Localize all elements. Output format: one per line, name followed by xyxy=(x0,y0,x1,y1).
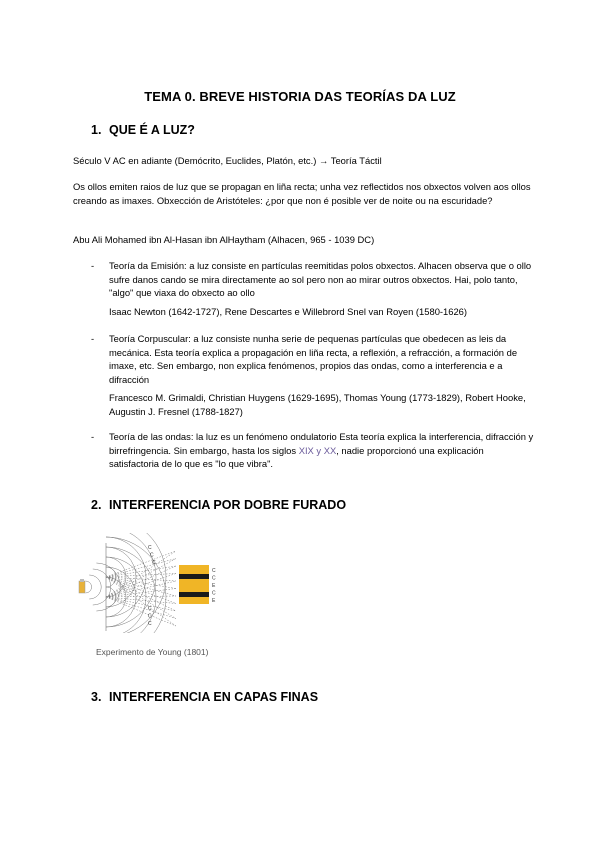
bullet-authors: Francesco M. Grimaldi, Christian Huygens (1629-1695), Thomas Young (1773-1829), Robert Hooke, Augustin J. Fresnel (1788-1827) xyxy=(109,392,526,417)
intro-paragraph-1: Século V AC en adiante (Demócrito, Euclides, Platón, etc.) → Teoría Táctil xyxy=(73,155,382,166)
incoming-wavefront xyxy=(86,581,92,593)
fringe-band xyxy=(179,565,209,604)
lamp-icon xyxy=(79,579,85,593)
intro-paragraph-2: Os ollos emiten raios de luz que se propagan en liña recta; unha vez reflectidos nos obxectos volven aos ollos creando as imaxes. Obxección de Aristóteles: ¿por que non é posible ver de noite ou na escuridade? xyxy=(73,181,531,206)
bullet-text: Teoría da Emisión: a luz consiste en partículas reemitidas polos obxectos. Alhacen observa que o ollo sufre danos cando se mira directamente ao sol pero non ao mirar outros obxectos. Hai, polo tanto, "algo" que viaxa do obxecto ao ollo xyxy=(109,260,532,298)
bullet-text xyxy=(109,430,535,471)
section-title: INTERFERENCIA POR DOBRE FURADO xyxy=(109,498,347,512)
bullet-waves xyxy=(91,430,535,471)
fringe-label: C xyxy=(150,552,154,559)
interference-ray xyxy=(106,577,176,589)
section-heading-3 xyxy=(91,690,318,704)
fringe-label: C xyxy=(212,567,216,574)
section-number: 2. xyxy=(91,498,102,512)
section-title: INTERFERENCIA EN CAPAS FINAS xyxy=(109,690,319,704)
bullet-corpuscular xyxy=(91,332,535,418)
fringe-label: C xyxy=(148,621,152,627)
bullet-text-accent: XIX y XX xyxy=(298,444,337,456)
page-title: TEMA 0. BREVE HISTORIA DAS TEORÍAS DA LUZ xyxy=(144,89,456,104)
section-title: QUE É A LUZ? xyxy=(109,123,195,137)
fringe-label: C xyxy=(212,575,216,582)
bullet-authors: Isaac Newton (1642-1727), Rene Descartes e Willebrord Snel van Royen (1580-1626) xyxy=(109,305,468,317)
section-heading-1 xyxy=(91,123,195,137)
section-heading-2 xyxy=(91,498,346,512)
bullet-emission xyxy=(91,259,535,318)
bullet-text: Teoría Corpuscular: a luz consiste nunha serie de pequenas partículas que obedecen as leis da mecánica. Esta teoría explica a propagación en liña recta, a reflexión, a refracción, a formación de imaxe, etc. Sen embargo, non explica fenómenos, propios das ondas, como a interferencia e a difracción xyxy=(109,333,518,385)
interference-ray xyxy=(106,551,176,577)
fringe-label: E xyxy=(212,598,216,605)
bullet-dash: - xyxy=(91,260,95,271)
section-number: 3. xyxy=(91,690,102,704)
bullet-text-part-b: , nadie proporcionó una explicación satisfactoria de lo que es "lo que vibra". xyxy=(109,444,484,469)
intro-paragraph-3: Abu Ali Mohamed ibn Al-Hasan ibn AlHaytham (Alhacen, 965 - 1039 DC) xyxy=(73,234,375,245)
fringe-label: C xyxy=(212,590,216,597)
bullet-dash: - xyxy=(91,333,95,344)
fringe-label: C xyxy=(152,560,156,567)
young-experiment-figure xyxy=(78,533,228,633)
bullet-text-part-a: Teoría de las ondas: la luz es un fenómeno ondulatorio Esta teoría explica la interferencia, difracción y birrefringencia. Sin embargo, hasta los siglos xyxy=(109,431,534,456)
fringe-label: E xyxy=(212,583,216,589)
fringe-label: C xyxy=(148,545,152,551)
fringe-label: C xyxy=(148,605,152,612)
incoming-wavefront xyxy=(89,575,101,599)
wave-pattern xyxy=(86,533,176,633)
section-number: 1. xyxy=(91,123,102,137)
interference-ray xyxy=(106,559,176,598)
figure-caption: Experimento de Young (1801) xyxy=(96,647,209,657)
bullet-dash: - xyxy=(91,431,95,442)
fringe-label: C xyxy=(148,613,152,620)
